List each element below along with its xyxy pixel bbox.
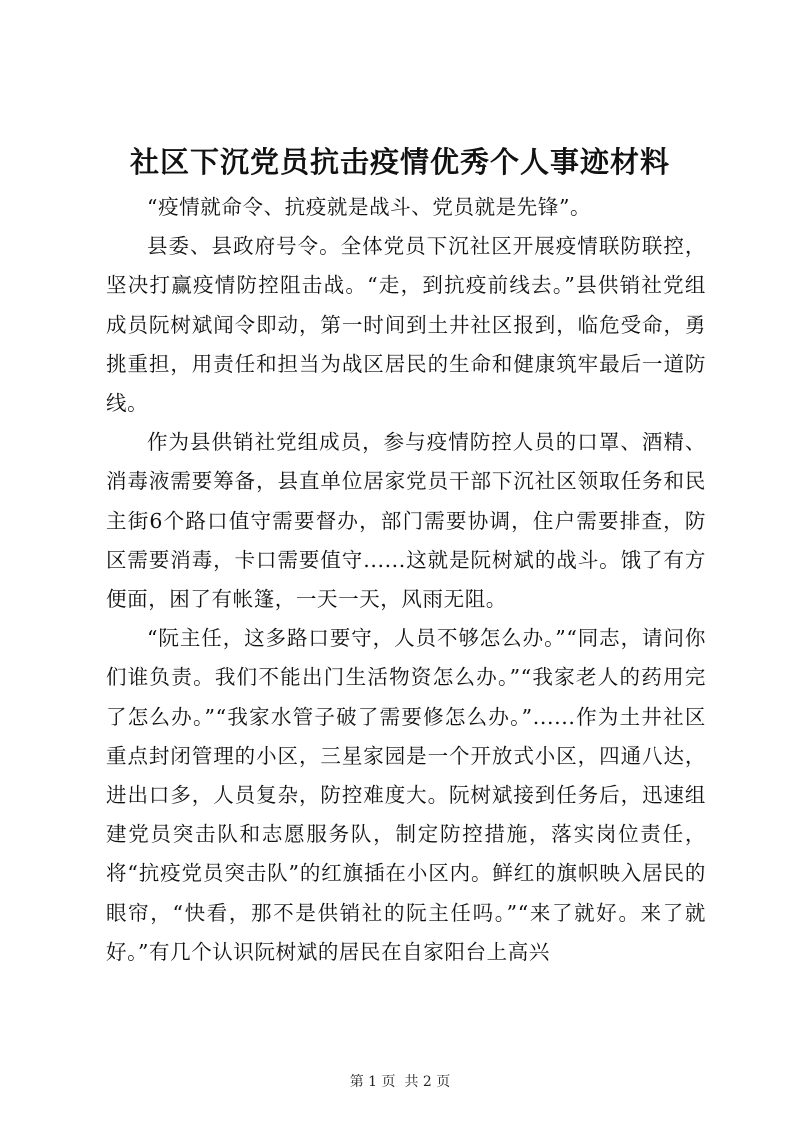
page-footer [0,1072,800,1092]
page-number: 第 1 页 共 2 页 [349,1074,451,1090]
document-body [106,188,706,972]
paragraph-duties: 作为县供销社党组成员，参与疫情防控人员的口罩、酒精、消毒液需要筹备，县直单位居家党员干部下沉社区领取任务和民主街6个路口值守需要督办，部门需要协调，住户需要排查，防区需要消毒，卡口需要值守......这就是阮树斌的战斗。饿了有方便面，困了有帐篷，一天一天，风雨无阻。 [106,430,706,612]
paragraph-intro: 县委、县政府号令。全体党员下沉社区开展疫情联防联控，坚决打赢疫情防控阻击战。“走，到抗疫前线去。”县供销社党组成员阮树斌闻令即动，第一时间到土井社区报到，临危受命，勇挑重担，用责任和担当为战区居民的生命和健康筑牢最后一道防线。 [106,234,706,416]
document-title: 社区下沉党员抗击疫情优秀个人事迹材料 [129,145,670,179]
paragraph-community: “阮主任，这多路口要守，人员不够怎么办。”“同志，请问你们谁负责。我们不能出门生活物资怎么办。”“我家老人的药用完了怎么办。”“我家水管子破了需要修怎么办。”......作为土井社区重点封闭管理的小区，三星家园是一个开放式小区，四通八达，进出口多，人员复杂，防控难度大。阮树斌接到任务后，迅速组建党员突击队和志愿服务队，制定防控措施，落实岗位责任，将“抗疫党员突击队”的红旗插在小区内。鲜红的旗帜映入居民的眼帘，“快看，那不是供销社的阮主任吗。”“来了就好。来了就好。”有几个认识阮树斌的居民在自家阳台上高兴 [106,626,706,964]
paragraph-slogan: “疫情就命令、抗疫就是战斗、党员就是先锋”。 [147,195,592,219]
